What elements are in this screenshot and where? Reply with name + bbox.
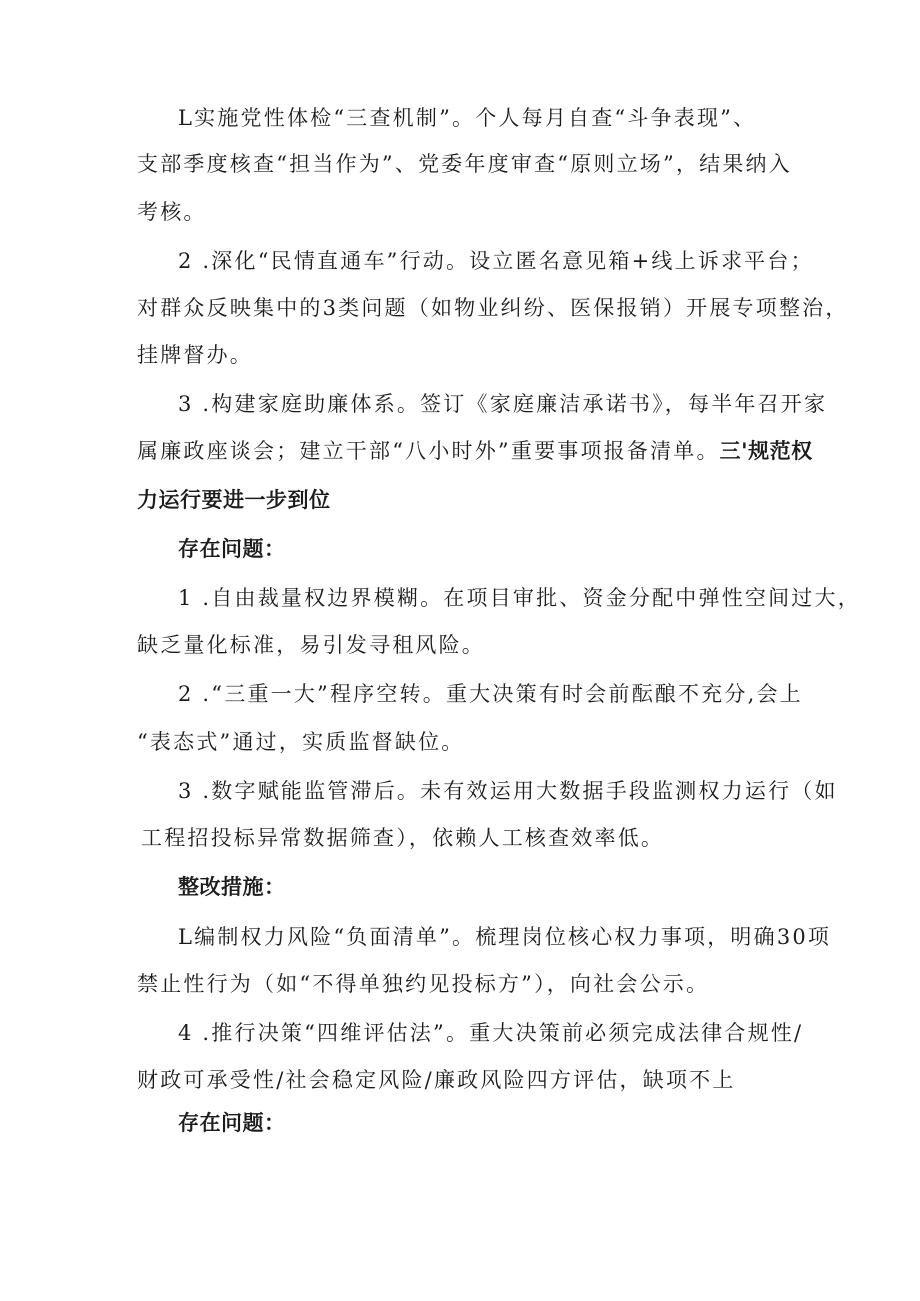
subheading-measures: 整改措施： <box>178 875 286 899</box>
paragraph-line: 考核。 <box>137 200 207 224</box>
paragraph-line: 挂牌督办。 <box>137 343 253 367</box>
paragraph-text: 属廉政座谈会；建立干部“八小时外”重要事项报备清单。 <box>137 439 720 463</box>
paragraph-line: 1 .自由裁量权边界模糊。在项目审批、资金分配中弹性空间过大， <box>178 586 861 610</box>
section-heading-continuation: 力运行要进一步到位 <box>137 488 331 512</box>
paragraph-line: 工程招投标异常数据筛查），依赖人工核查效率低。 <box>141 826 665 850</box>
paragraph-line: 2 .“三重一大”程序空转。重大决策有时会前酝酿不充分,会上 <box>178 682 803 706</box>
paragraph-line: 缺乏量化标准，易引发寻租风险。 <box>137 633 485 657</box>
section-heading-start: 三'规范权 <box>719 439 813 463</box>
paragraph-line: 3 .数字赋能监管滞后。未有效运用大数据手段监测权力运行（如 <box>178 779 838 803</box>
paragraph-line: 2 .深化“民情直通车”行动。设立匿名意见箱+线上诉求平台； <box>178 249 814 273</box>
paragraph-line: “表态式”通过，实质监督缺位。 <box>137 730 465 754</box>
paragraph-line: 禁止性行为（如“不得单独约见投标方”），向社会公示。 <box>137 972 710 996</box>
paragraph-line: L实施党性体检“三查机制”。个人每月自查“斗争表现”、 <box>178 106 757 130</box>
paragraph-line: 财政可承受性/社会稳定风险/廉政风险四方评估，缺项不上 <box>137 1068 736 1092</box>
paragraph-line <box>137 436 813 466</box>
subheading-problems: 存在问题： <box>178 537 286 561</box>
paragraph-line: 对群众反映集中的3类问题（如物业纠纷、医保报销）开展专项整治， <box>137 296 849 320</box>
subheading-problems: 存在问题： <box>178 1111 286 1135</box>
paragraph-line: L编制权力风险“负面清单”。梳理岗位核心权力事项，明确30项 <box>178 925 832 949</box>
paragraph-line: 支部季度核查“担当作为”、党委年度审查“原则立场”，结果纳入 <box>137 152 792 176</box>
paragraph-line: 3 .构建家庭助廉体系。签订《家庭廉洁承诺书》，每半年召开家 <box>178 392 828 416</box>
paragraph-line: 4 .推行决策“四维评估法”。重大决策前必须完成法律合规性/ <box>178 1021 804 1045</box>
